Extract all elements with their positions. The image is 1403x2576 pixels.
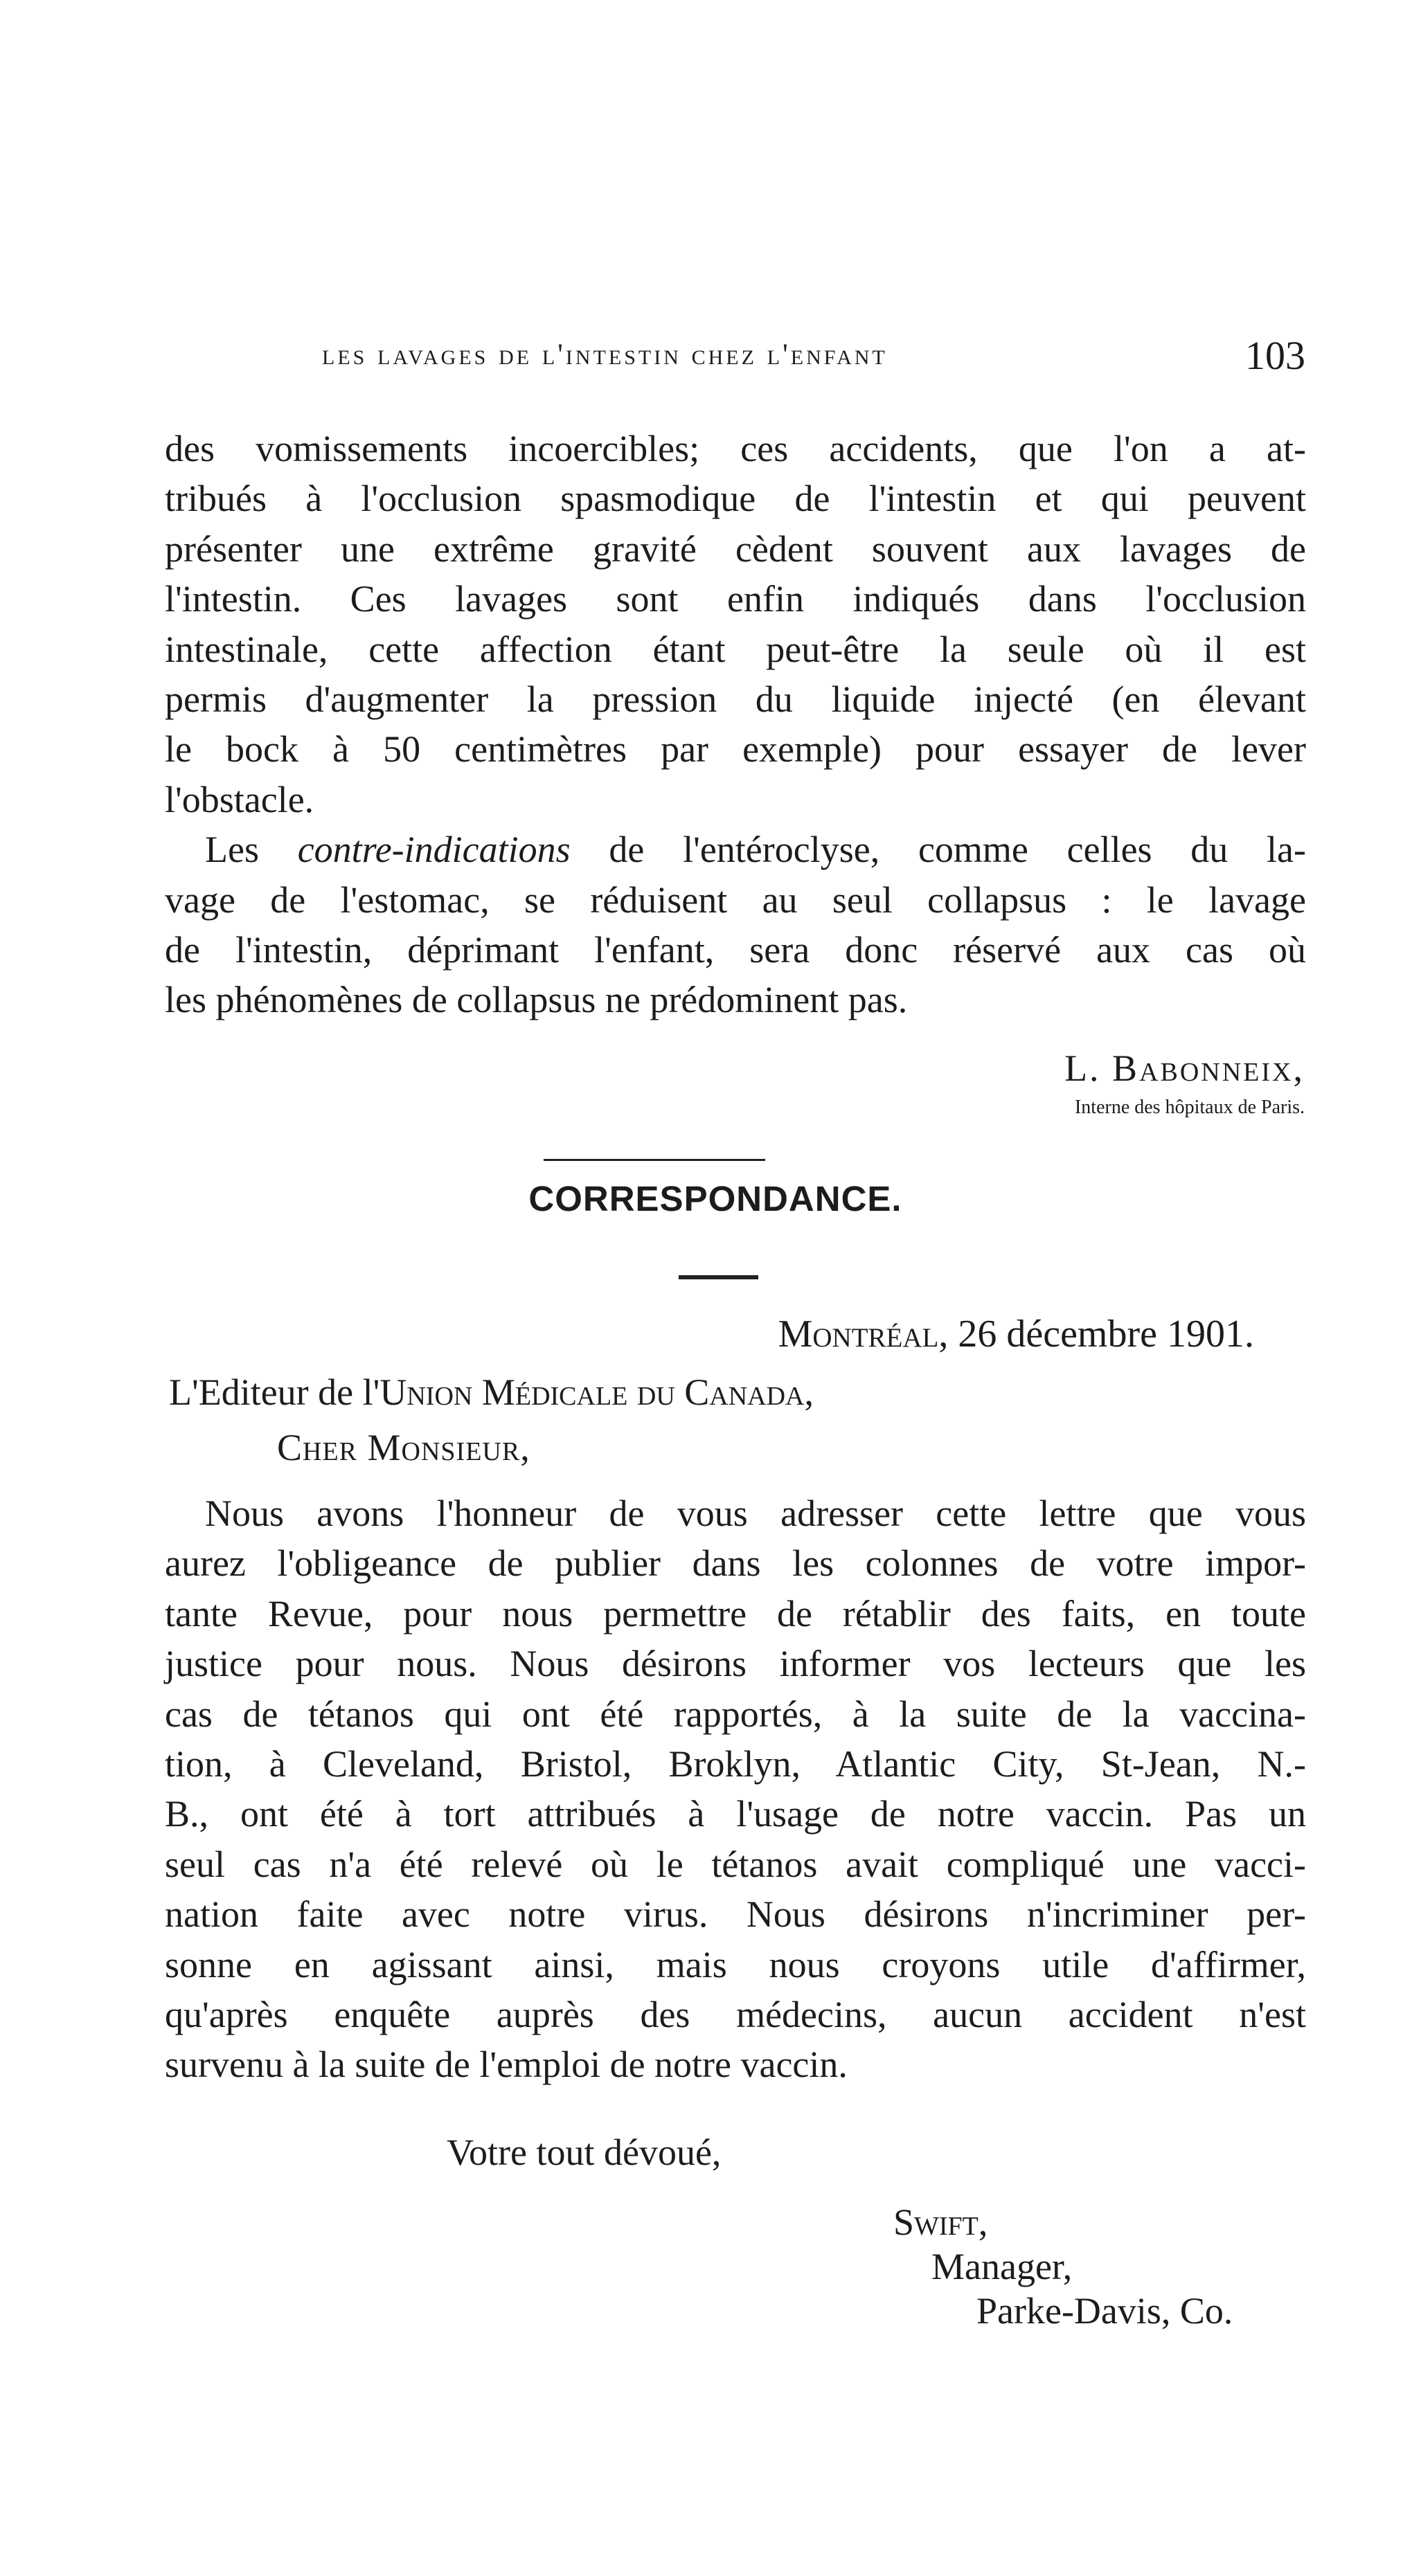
italic-term: contre-indications (297, 829, 571, 871)
dateline-city: Montréal (778, 1313, 939, 1355)
text-line: des vomissements incoercibles; ces accidents, que l'on a at- (165, 428, 1306, 469)
text-line: justice pour nous. Nous désirons informer vos lecteurs que les (165, 1643, 1306, 1685)
section-heading: CORRESPONDANCE. (528, 1179, 902, 1218)
text-line: tribués à l'occlusion spasmodique de l'intestin et qui peuvent (165, 478, 1306, 520)
paragraph-start-line (165, 825, 1306, 874)
heading-ornament-rule (679, 1275, 758, 1279)
dateline-date: , 26 décembre 1901. (938, 1313, 1254, 1355)
text-line: les phénomènes de collapsus ne prédominent pas. (165, 979, 908, 1021)
addressee-prefix: L'Editeur de l' (169, 1371, 380, 1413)
letter-salutation: Cher Monsieur, (277, 1427, 530, 1468)
signer-name: Swift, (893, 2201, 988, 2243)
text-line: vage de l'estomac, se réduisent au seul collapsus : le lavage (165, 879, 1306, 921)
paragraph-start-line: Nous avons l'honneur de vous adresser cette lettre que vous (205, 1493, 1306, 1534)
section-divider (544, 1159, 765, 1161)
letter-closing: Votre tout dévoué, (447, 2132, 722, 2173)
text-line: le bock à 50 centimètres par exemple) pour essayer de lever (165, 728, 1306, 771)
letter-body (165, 1488, 1306, 2090)
letter-addressee (169, 1367, 814, 1417)
addressee-journal: Union Médicale du Canada (379, 1371, 805, 1413)
signer-title: Manager, (931, 2246, 1073, 2287)
text-line: cas de tétanos qui ont été rapportés, à la suite de la vaccina- (165, 1693, 1306, 1735)
text-line: tante Revue, pour nous permettre de rétablir des faits, en toute (165, 1592, 1306, 1634)
text-line: l'intestin. Ces lavages sont enfin indiqués dans l'occlusion (165, 578, 1306, 620)
addressee-suffix: , (804, 1371, 814, 1413)
text-line: intestinale, cette affection étant peut-être la seule où il est (165, 628, 1306, 670)
text-line: permis d'augmenter la pression du liquide injecté (en élevant (165, 678, 1306, 720)
letter-signature (893, 2200, 1233, 2333)
text-line: B., ont été à tort attribués à l'usage de notre vaccin. Pas un (165, 1793, 1306, 1835)
text-line: seul cas n'a été relevé où le tétanos avait compliqué une vacci- (165, 1843, 1306, 1885)
letter-dateline (778, 1312, 1254, 1356)
author-name: L. Babonneix, (1064, 1047, 1305, 1089)
text-line: l'obstacle. (165, 778, 314, 820)
text-line: nation faite avec notre virus. Nous désirons n'incriminer per- (165, 1893, 1306, 1936)
page-header (322, 333, 1305, 386)
author-signature (1064, 1047, 1305, 1119)
page-number: 103 (1245, 333, 1305, 378)
signer-company: Parke-Davis, Co. (976, 2290, 1233, 2332)
text-line: présenter une extrême gravité cèdent souvent aux lavages de (165, 528, 1306, 570)
text-line: de l'intestin, déprimant l'enfant, sera donc réservé aux cas où (165, 928, 1306, 971)
text-line: survenu à la suite de l'emploi de notre vaccin. (165, 2044, 848, 2086)
text-line: aurez l'obligeance de publier dans les colonnes de votre impor- (165, 1542, 1306, 1585)
article-conclusion (165, 424, 1306, 1025)
author-role: Interne des hôpitaux de Paris. (1074, 1097, 1305, 1118)
text-line: qu'après enquête auprès des médecins, aucun accident n'est (165, 1993, 1306, 2035)
running-title: les lavages de l'intestin chez l'enfant (322, 339, 888, 371)
text-line: tion, à Cleveland, Bristol, Broklyn, Atlantic City, St-Jean, N.- (165, 1742, 1306, 1785)
text-run: Les (205, 829, 298, 871)
text-run: de l'entéroclyse, comme celles du la- (570, 829, 1306, 871)
text-line: sonne en agissant ainsi, mais nous croyons utile d'affirmer, (165, 1943, 1306, 1985)
